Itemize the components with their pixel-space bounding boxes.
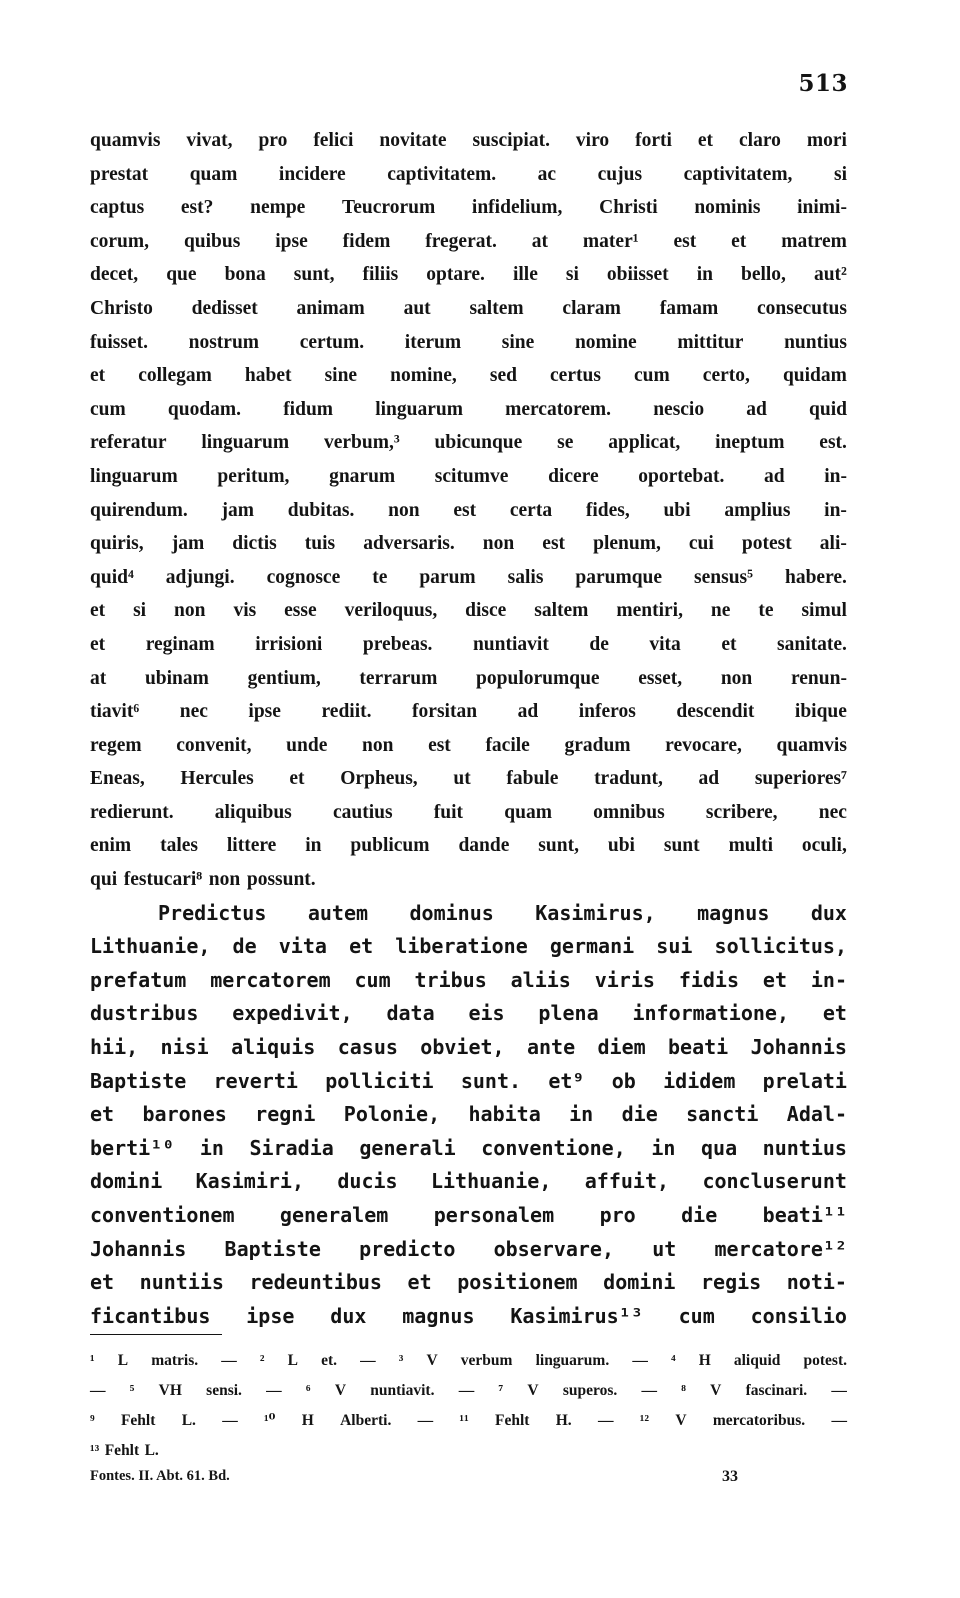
text-line: quiris, jam dictis tuis adversaris. non est plenum, cui potest ali- <box>90 533 847 555</box>
text-line: regem convenit, unde non est facile gradum revocare, quamvis <box>90 734 847 756</box>
footnote-rule <box>90 1334 222 1335</box>
signature-mark <box>90 1468 847 1498</box>
text-line: referatur linguarum verbum,³ ubicunque se applicat, ineptum est. <box>90 432 847 454</box>
text-line: cum quodam. fidum linguarum mercatorem. nescio ad quid <box>90 398 847 420</box>
text-line: redierunt. aliquibus cautius fuit quam omnibus scribere, nec <box>90 801 847 823</box>
text-line: at ubinam gentium, terrarum populorumque esset, non renun- <box>90 667 847 689</box>
spaced-text-line: prefatum mercatorem cum tribus aliis viris fidis et in- <box>90 967 847 992</box>
text-line: Eneas, Hercules et Orpheus, ut fabule tradunt, ad superiores⁷ <box>90 768 847 790</box>
footnotes <box>90 1346 847 1466</box>
spaced-text-line: Lithuanie, de vita et liberatione germani sui sollicitus, <box>90 934 847 959</box>
spaced-text-line: ficantibus ipse dux magnus Kasimirus¹³ cum consilio <box>90 1303 847 1328</box>
footnote-line: — ⁵ VH sensi. — ⁶ V nuntiavit. — ⁷ V superos. — ⁸ V fascinari. — <box>90 1382 847 1399</box>
footnote-line: ¹ L matris. — ² L et. — ³ V verbum linguarum. — ⁴ H aliquid potest. <box>90 1352 847 1369</box>
text-line: Christo dedisset animam aut saltem claram famam consecutus <box>90 297 847 319</box>
page-number: 513 <box>798 70 848 97</box>
text-line: decet, que bona sunt, filiis optare. ille si obiisset in bello, aut² <box>90 264 847 286</box>
text-line: corum, quibus ipse fidem fregerat. at mater¹ est et matrem <box>90 230 847 252</box>
signature-left: Fontes. II. Abt. 61. Bd. <box>90 1468 230 1484</box>
spaced-text-line: hii, nisi aliquis casus obviet, ante diem beati Johannis <box>90 1035 847 1060</box>
text-line: quid⁴ adjungi. cognosce te parum salis parumque sensus⁵ habere. <box>90 566 847 588</box>
spaced-text-line: et nuntiis redeuntibus et positionem domini regis noti- <box>90 1270 847 1295</box>
footnote-line: ⁹ Fehlt L. — ¹⁰ H Alberti. — ¹¹ Fehlt H. — ¹² V mercatoribus. — <box>90 1412 847 1429</box>
spaced-text-line: conventionem generalem personalem pro die beati¹¹ <box>90 1203 847 1227</box>
text-line: enim tales littere in publicum dande sunt, ubi sunt multi oculi, <box>90 835 847 857</box>
text-line: et reginam irrisioni prebeas. nuntiavit de vita et sanitate. <box>90 633 847 655</box>
text-line: fuisset. nostrum certum. iterum sine nomine mittitur nuntius <box>90 331 847 353</box>
spaced-text-line: Predictus autem dominus Kasimirus, magnus dux <box>158 900 847 925</box>
text-line: qui festucari⁸ non possunt. <box>90 869 316 891</box>
text-line: tiavit⁶ nec ipse rediit. forsitan ad inferos descendit ibique <box>90 701 847 723</box>
body-text <box>90 124 847 1333</box>
text-line: et si non vis esse veriloquus, disce saltem mentiri, ne te simul <box>90 600 847 622</box>
spaced-text-line: Johannis Baptiste predicto observare, ut mercatore¹² <box>90 1236 847 1261</box>
text-line: quirendum. jam dubitas. non est certa fides, ubi amplius in- <box>90 499 847 521</box>
signature-right: 33 <box>722 1468 738 1485</box>
text-line: linguarum peritum, gnarum scitumve dicere oportebat. ad in- <box>90 465 847 487</box>
spaced-text-line: berti¹⁰ in Siradia generali conventione, in qua nuntius <box>90 1135 847 1160</box>
text-line: quamvis vivat, pro felici novitate suscipiat. viro forti et claro mori <box>90 130 847 151</box>
spaced-text-line: domini Kasimiri, ducis Lithuanie, affuit, concluserunt <box>90 1169 847 1194</box>
spaced-text-line: dustribus expedivit, data eis plena informatione, et <box>90 1001 847 1026</box>
spaced-text-line: et barones regni Polonie, habita in die sancti Adal- <box>90 1102 847 1127</box>
text-line: et collegam habet sine nomine, sed certus cum certo, quidam <box>90 365 847 387</box>
text-line: captus est? nempe Teucrorum infidelium, Christi nominis inimi- <box>90 197 847 219</box>
footnote-line: ¹³ Fehlt L. <box>90 1442 159 1459</box>
text-line: prestat quam incidere captivitatem. ac cujus captivitatem, si <box>90 163 847 185</box>
spaced-text-line: Baptiste reverti polliciti sunt. et⁹ ob ididem prelati <box>90 1068 847 1093</box>
